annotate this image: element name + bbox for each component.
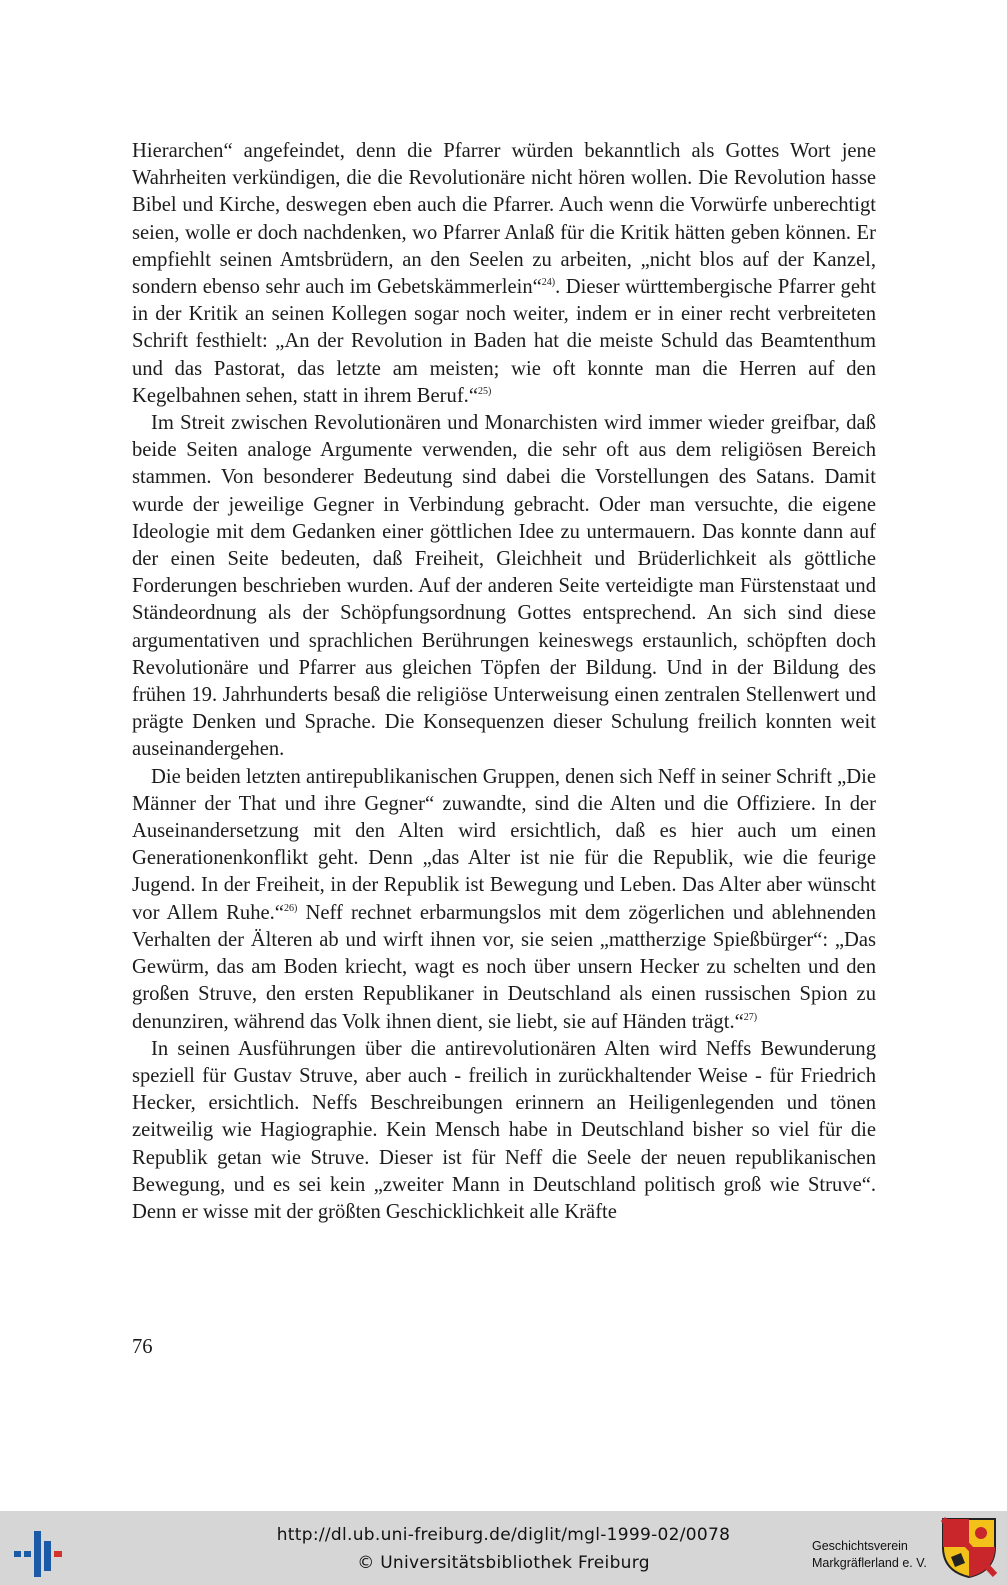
- paragraph-text: Hierarchen“ angefeindet, denn die Pfarrer würden bekanntlich als Gottes Wort jene Wahrheiten verkündigen, die die Revolutionäre nicht hören wollen. Die Revolution hasse Bibel und Kirche, deswegen eben auch die Pfarrer. Auch wenn die Vorwürfe unberechtigt seien, wolle er doch nachdenken, wo Pfarrer Anlaß für die Kritik hätten geben können. Er empfiehlt seinen Amtsbrüdern, an den Seelen zu arbeiten, „nicht blos auf der Kanzel, sondern ebenso sehr auch im Gebetskämmerlein“: [132, 140, 876, 299]
- footnote-ref: 27): [743, 1011, 758, 1023]
- copyright-notice: © Universitätsbibliothek Freiburg: [357, 1553, 650, 1573]
- page-number: 76: [132, 1336, 153, 1358]
- footnote-ref: 25): [477, 385, 492, 397]
- society-name: [812, 1538, 927, 1572]
- society-name-line2: Markgräflerland e. V.: [812, 1556, 927, 1570]
- paragraph-text: . Dieser württembergische Pfarrer geht in der Kritik an seinen Kollegen sogar noch weiter, indem er in einer recht verbreiteten Schrift festhielt: „An der Revolution in Baden hat die meiste Schuld das Beamtenthum und das Pastorat, das letzte am meisten; wie oft konnte man die Herren auf den Kegelbahnen sehen, statt in ihrem Beruf.“: [132, 276, 877, 407]
- paragraph: [132, 138, 876, 410]
- paragraph: [132, 410, 876, 764]
- society-name-line1: Geschichtsverein: [812, 1539, 908, 1553]
- paragraph: [132, 1036, 876, 1226]
- paragraph-text: Im Streit zwischen Revolutionären und Monarchisten wird immer wieder greifbar, daß beide Seiten analoge Argumente verwenden, die sehr oft aus dem religiösen Bereich stammen. Von besonderer Bedeutung sind dabei die Vorstellungen des Satans. Damit wurde der jeweilige Gegner in Verbindung gebracht. Oder man versuchte, die eigene Ideologie mit dem Gedanken einer göttlichen Idee zu untermauern. Das konnte dann auf der einen Seite bedeuten, daß Freiheit, Gleichheit und Brüderlichkeit als göttliche Forderungen beschrieben wurden. Auf der anderen Seite verteidigte man Fürstenstaat und Ständeordnung als der Schöpfungsordnung Gottes entsprechend. An sich sind diese argumentativen und sprachlichen Berührungen keineswegs erstaunlich, schöpften doch Revolutionäre und Pfarrer aus gleichen Töpfen der Bildung. Und in der Bildung des frühen 19. Jahrhunderts besaß die religiöse Unterweisung einen zentralen Stellenwert und prägte Denken und Sprache. Die Konsequenzen dieser Schulung freilich konnten weit auseinandergehen.: [132, 412, 876, 761]
- paragraph-text: Die beiden letzten antirepublikanischen Gruppen, denen sich Neff in seiner Schrift „Die Männer der That und ihre Gegner“ zuwandte, sind die Alten und die Offiziere. In der Auseinandersetzung mit den Alten wird ersichtlich, daß es hier auch um einen Generationenkonflikt geht. Denn „das Alter ist nie für die Republik, wie die feurige Jugend. In der Freiheit, in der Republik ist Bewegung und Leben. Das Alter aber wünscht vor Allem Ruhe.“: [132, 765, 876, 924]
- paragraph-text: Neff rechnet erbarmungslos mit dem zögerlichen und ablehnenden Verhalten der Älteren ab und wirft ihnen vor, sie seien „mattherzige Spießbürger“: „Das Gewürm, das am Boden kriecht, wagt es noch über unsern Hecker zu schelten und den großen Struve, den ersten Republikaner in Deutschland als einen russischen Spion zu denunziren, während das Volk ihnen dient, sie liebt, sie auf Händen trägt.“: [132, 901, 876, 1033]
- body-text: [132, 138, 876, 1226]
- footnote-ref: 24): [541, 277, 556, 289]
- permalink-url[interactable]: http://dl.ub.uni-freiburg.de/diglit/mgl-1999-02/0078: [276, 1525, 731, 1545]
- footer-bar: [0, 1511, 1007, 1585]
- footnote-ref: 26): [283, 902, 298, 914]
- paragraph: [132, 764, 876, 1036]
- coat-of-arms-icon: [941, 1517, 997, 1579]
- paragraph-text: In seinen Ausführungen über die antirevolutionären Alten wird Neffs Bewunderung speziell für Gustav Struve, aber auch - freilich in zurückhaltender Weise - für Friedrich Hecker, ersichtlich. Neffs Beschreibungen erinnern an Heiligenlegenden und tönen zeitweilig wie Hagiographie. Kein Mensch habe in Deutschland bisher so viel für die Republik getan wie Struve. Dieser ist für Neff die Seele der neuen republikanischen Bewegung, und es sei kein „zweiter Mann in Deutschland politisch groß wie Struve“. Denn er wisse mit der größten Geschicklichkeit alle Kräfte: [132, 1037, 876, 1223]
